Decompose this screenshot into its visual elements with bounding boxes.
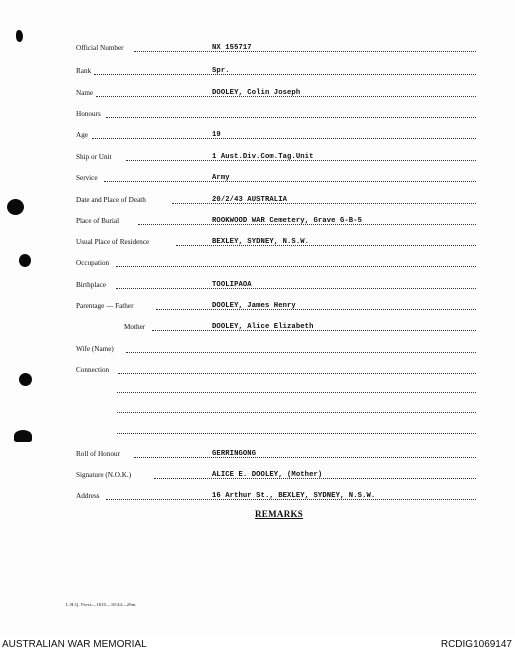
field-place-of-burial — [76, 215, 476, 227]
field-value: TOOLIPAOA — [212, 281, 252, 289]
field-label: Signature (N.O.K.) — [76, 471, 132, 479]
dotted-line — [92, 138, 476, 139]
field-label: Age — [76, 131, 88, 139]
dotted-line — [116, 266, 476, 267]
connection-blank-line — [117, 412, 476, 413]
field-label: Official Number — [76, 44, 124, 52]
field-name — [76, 87, 476, 99]
punch-hole — [14, 430, 32, 442]
field-address — [76, 490, 476, 502]
field-value: Army — [212, 174, 230, 182]
punch-hole — [19, 373, 32, 386]
dotted-line — [94, 74, 476, 75]
field-ship-or-unit — [76, 151, 476, 163]
archive-footer — [0, 634, 515, 654]
field-parentage-father — [76, 300, 476, 312]
dotted-line — [152, 330, 476, 331]
field-value: NX 155717 — [212, 44, 252, 52]
punch-hole-mark — [16, 30, 23, 42]
field-date-place-of-death — [76, 194, 476, 206]
field-value: ROOKWOOD WAR Cemetery, Grave G-B-5 — [212, 217, 363, 225]
dotted-line — [126, 352, 476, 353]
field-service — [76, 172, 476, 184]
punch-hole — [19, 254, 31, 267]
printer-imprint: L.H.Q. Press—1635—10/44—20m. — [66, 602, 137, 607]
field-label: Address — [76, 492, 100, 500]
field-value: ALICE E. DOOLEY, (Mother) — [212, 471, 323, 479]
field-label: Honours — [76, 110, 101, 118]
field-value: 19 — [212, 131, 221, 139]
dotted-line — [134, 51, 476, 52]
field-signature-nok — [76, 469, 476, 481]
field-value: GERRINGONG — [212, 450, 257, 458]
field-parentage-mother — [76, 321, 476, 333]
field-label: Mother — [124, 323, 146, 331]
field-label: Date and Place of Death — [76, 196, 146, 204]
field-value: DOOLEY, Colin Joseph — [212, 89, 301, 97]
dotted-line — [104, 181, 476, 182]
dotted-line — [134, 457, 476, 458]
field-occupation — [76, 257, 476, 269]
field-official-number — [76, 42, 476, 54]
field-label: Parentage — Father — [76, 302, 134, 310]
field-age — [76, 129, 476, 141]
field-value: 20/2/43 AUSTRALIA — [212, 196, 288, 204]
field-label: Service — [76, 174, 98, 182]
field-connection — [76, 364, 476, 376]
field-roll-of-honour — [76, 448, 476, 460]
dotted-line — [156, 309, 476, 310]
remarks-heading: REMARKS — [255, 509, 304, 519]
field-value: DOOLEY, James Henry — [212, 302, 296, 310]
punch-hole — [7, 199, 24, 215]
field-rank — [76, 65, 476, 77]
field-birthplace — [76, 279, 476, 291]
field-value: 16 Arthur St., BEXLEY, SYDNEY, N.S.W. — [212, 492, 376, 500]
field-label: Usual Place of Residence — [76, 238, 150, 246]
field-usual-residence — [76, 236, 476, 248]
field-label: Rank — [76, 67, 92, 75]
field-label: Occupation — [76, 259, 110, 267]
field-value: Spr. — [212, 67, 230, 75]
field-label: Ship or Unit — [76, 153, 112, 161]
dotted-line — [116, 288, 476, 289]
field-value: BEXLEY, SYDNEY, N.S.W. — [212, 238, 310, 246]
field-label: Roll of Honour — [76, 450, 120, 458]
archive-name: AUSTRALIAN WAR MEMORIAL — [2, 639, 147, 650]
field-label: Name — [76, 89, 94, 97]
field-value: DOOLEY, Alice Elizabeth — [212, 323, 314, 331]
connection-blank-line — [117, 392, 476, 393]
field-label: Birthplace — [76, 281, 106, 289]
field-value: 1 Aust.Div.Com.Tag.Unit — [212, 153, 314, 161]
dotted-line — [106, 117, 476, 118]
field-label: Connection — [76, 366, 110, 374]
field-label: Place of Burial — [76, 217, 120, 225]
connection-blank-line — [117, 433, 476, 434]
field-label: Wife (Name) — [76, 345, 114, 353]
field-honours — [76, 108, 476, 120]
archive-record-id: RCDIG1069147 — [440, 639, 512, 650]
dotted-line — [118, 373, 476, 374]
field-wife-name — [76, 343, 476, 355]
